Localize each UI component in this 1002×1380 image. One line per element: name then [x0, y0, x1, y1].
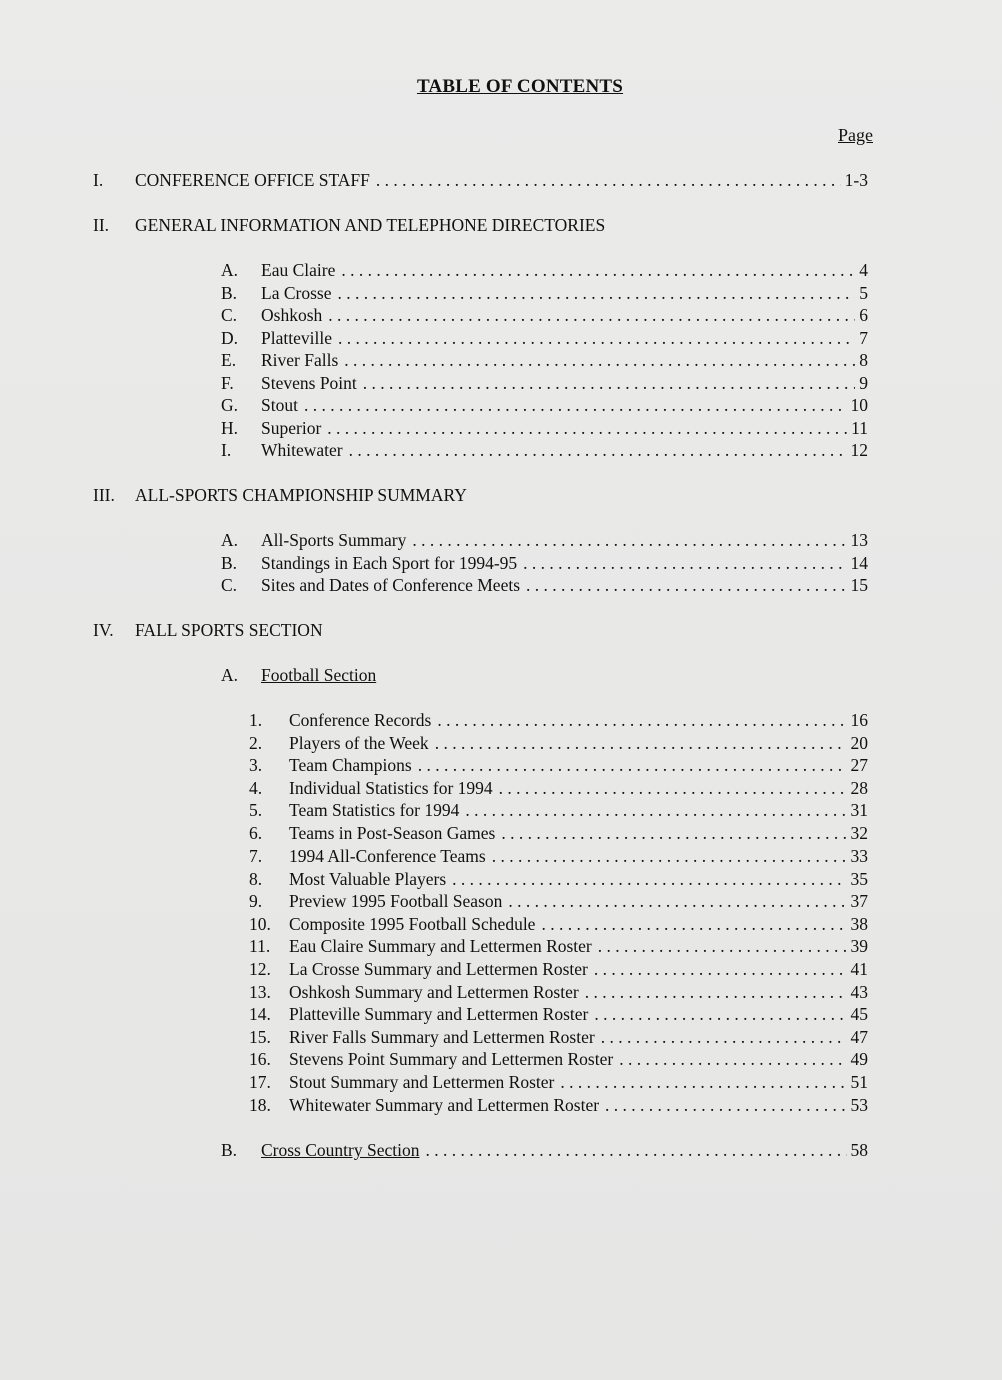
toc-section-entry[interactable] [93, 484, 868, 506]
toc-item[interactable] [249, 1048, 868, 1070]
entry-letter: A. [221, 665, 239, 685]
page-column-header: Page [838, 125, 873, 145]
toc-item[interactable] [249, 754, 868, 776]
page-number: 39 [850, 936, 868, 956]
toc-subentry[interactable] [221, 574, 868, 596]
toc-subentry[interactable] [221, 372, 868, 394]
leader-dots [594, 958, 847, 980]
item-number: 7. [249, 846, 263, 866]
leader-dots [452, 868, 846, 890]
item-label: Team Champions [289, 755, 412, 775]
leader-dots [585, 981, 847, 1003]
entry-label: Superior [261, 418, 322, 438]
page-number: 58 [850, 1140, 868, 1160]
leader-dots [304, 394, 847, 416]
section-number: I. [93, 170, 104, 190]
page-number: 6 [859, 305, 868, 325]
page-number: 31 [850, 800, 868, 820]
page-number: 7 [859, 328, 868, 348]
toc-section-entry[interactable] [93, 214, 868, 236]
item-label: La Crosse Summary and Lettermen Roster [289, 959, 588, 979]
entry-letter: H. [221, 418, 239, 438]
page-number: 4 [859, 260, 868, 280]
page-number: 35 [850, 869, 868, 889]
page-number: 28 [850, 778, 868, 798]
page-title: TABLE OF CONTENTS [416, 76, 624, 97]
toc-item[interactable] [249, 799, 868, 821]
page-number: 10 [850, 395, 868, 415]
toc-subsection-football[interactable] [221, 664, 868, 686]
toc-section-entry[interactable] [93, 619, 868, 641]
item-number: 14. [249, 1004, 271, 1024]
item-number: 5. [249, 800, 263, 820]
leader-dots [508, 890, 846, 912]
toc-subsection-cross-country[interactable] [221, 1139, 868, 1161]
item-label: River Falls Summary and Lettermen Roster [289, 1027, 595, 1047]
toc-item[interactable] [249, 1071, 868, 1093]
entry-label: Platteville [261, 328, 332, 348]
leader-dots [598, 935, 847, 957]
page-number: 32 [850, 823, 868, 843]
item-number: 17. [249, 1072, 271, 1092]
item-number: 2. [249, 733, 263, 753]
toc-item[interactable] [249, 709, 868, 731]
item-label: Players of the Week [289, 733, 429, 753]
toc-subentry[interactable] [221, 417, 868, 439]
entry-label: La Crosse [261, 283, 332, 303]
section-label: CONFERENCE OFFICE STAFF [135, 170, 370, 190]
entry-label: Cross Country Section [261, 1140, 420, 1160]
page-number: 41 [850, 959, 868, 979]
item-number: 1. [249, 710, 263, 730]
item-number: 8. [249, 869, 263, 889]
leader-dots [363, 372, 855, 394]
page-number: 43 [850, 982, 868, 1002]
item-label: Stout Summary and Lettermen Roster [289, 1072, 555, 1092]
entry-letter: I. [221, 440, 232, 460]
page-number: 20 [850, 733, 868, 753]
entry-letter: B. [221, 553, 238, 573]
page-number: 5 [859, 283, 868, 303]
entry-letter: B. [221, 1140, 238, 1160]
leader-dots [605, 1094, 846, 1116]
page-number: 53 [850, 1095, 868, 1115]
toc-item[interactable] [249, 913, 868, 935]
page-number: 47 [850, 1027, 868, 1047]
leader-dots [418, 754, 847, 776]
page-number: 16 [850, 710, 868, 730]
toc-item[interactable] [249, 822, 868, 844]
item-label: Team Statistics for 1994 [289, 800, 460, 820]
page-number: 37 [850, 891, 868, 911]
page-number: 45 [850, 1004, 868, 1024]
leader-dots [337, 282, 855, 304]
page-number: 27 [850, 755, 868, 775]
entry-letter: F. [221, 373, 234, 393]
leader-dots [425, 1139, 846, 1161]
leader-dots [560, 1071, 846, 1093]
entry-label: Football Section [261, 665, 377, 685]
item-number: 16. [249, 1049, 271, 1069]
item-number: 13. [249, 982, 271, 1002]
entry-label: Sites and Dates of Conference Meets [261, 575, 521, 595]
page-number: 49 [850, 1049, 868, 1069]
section-label: GENERAL INFORMATION AND TELEPHONE DIRECTORIES [135, 215, 606, 235]
leader-dots [341, 259, 855, 281]
toc-item[interactable] [249, 777, 868, 799]
section-label: FALL SPORTS SECTION [135, 620, 323, 640]
page-number: 12 [850, 440, 868, 460]
toc-subentry[interactable] [221, 282, 868, 304]
item-number: 3. [249, 755, 263, 775]
page-number: 8 [859, 350, 868, 370]
entry-letter: B. [221, 283, 238, 303]
page-number: 13 [850, 530, 868, 550]
item-number: 12. [249, 959, 271, 979]
toc-section-entry[interactable] [93, 169, 868, 191]
leader-dots [349, 439, 847, 461]
leader-dots [328, 304, 855, 326]
leader-dots [526, 574, 846, 596]
entry-label: Stevens Point [261, 373, 357, 393]
item-number: 9. [249, 891, 263, 911]
page-number: 9 [859, 373, 868, 393]
page-number: 11 [851, 418, 868, 438]
toc-subentry[interactable] [221, 552, 868, 574]
leader-dots [437, 709, 846, 731]
entry-label: All-Sports Summary [261, 530, 407, 550]
entry-letter: D. [221, 328, 239, 348]
entry-letter: C. [221, 575, 238, 595]
leader-dots [619, 1048, 846, 1070]
section-number: III. [93, 485, 115, 505]
toc-subentry[interactable] [221, 259, 868, 281]
item-label: Stevens Point Summary and Lettermen Roster [289, 1049, 614, 1069]
section-number: IV. [93, 620, 114, 640]
toc-subentry[interactable] [221, 394, 868, 416]
leader-dots [435, 732, 847, 754]
entry-label: River Falls [261, 350, 339, 370]
leader-dots [492, 845, 847, 867]
item-label: 1994 All-Conference Teams [289, 846, 486, 866]
item-number: 10. [249, 914, 271, 934]
page-number: 14 [850, 553, 868, 573]
toc-item[interactable] [249, 732, 868, 754]
entry-letter: G. [221, 395, 239, 415]
leader-dots [465, 799, 846, 821]
leader-dots [499, 777, 847, 799]
leader-dots [523, 552, 846, 574]
leader-dots [601, 1026, 847, 1048]
toc-item[interactable] [249, 958, 868, 980]
leader-dots [338, 327, 855, 349]
entry-letter: E. [221, 350, 237, 370]
entry-letter: A. [221, 530, 239, 550]
item-label: Eau Claire Summary and Lettermen Roster [289, 936, 592, 956]
item-number: 18. [249, 1095, 271, 1115]
item-number: 4. [249, 778, 263, 798]
toc-subentry[interactable] [221, 304, 868, 326]
entry-letter: A. [221, 260, 239, 280]
entry-label: Eau Claire [261, 260, 336, 280]
page-number: 51 [850, 1072, 868, 1092]
item-label: Conference Records [289, 710, 432, 730]
leader-dots [541, 913, 846, 935]
item-label: Platteville Summary and Lettermen Roster [289, 1004, 589, 1024]
leader-dots [594, 1003, 846, 1025]
entry-label: Whitewater [261, 440, 343, 460]
item-number: 11. [249, 936, 271, 956]
section-number: II. [93, 215, 110, 235]
leader-dots [327, 417, 847, 439]
entry-label: Oshkosh [261, 305, 323, 325]
item-label: Whitewater Summary and Lettermen Roster [289, 1095, 600, 1115]
section-label: ALL-SPORTS CHAMPIONSHIP SUMMARY [135, 485, 467, 505]
page-number: 15 [850, 575, 868, 595]
toc-item[interactable] [249, 868, 868, 890]
item-label: Individual Statistics for 1994 [289, 778, 493, 798]
toc-item[interactable] [249, 981, 868, 1003]
toc-subentry[interactable] [221, 349, 868, 371]
entry-label: Stout [261, 395, 298, 415]
page-number: 33 [850, 846, 868, 866]
leader-dots [412, 529, 846, 551]
entry-label: Standings in Each Sport for 1994-95 [261, 553, 518, 573]
toc-item[interactable] [249, 845, 868, 867]
entry-letter: C. [221, 305, 238, 325]
item-number: 15. [249, 1027, 271, 1047]
toc-subentry[interactable] [221, 439, 868, 461]
page-number: 38 [850, 914, 868, 934]
toc-item[interactable] [249, 935, 868, 957]
item-label: Preview 1995 Football Season [289, 891, 503, 911]
leader-dots [344, 349, 855, 371]
item-label: Most Valuable Players [289, 869, 447, 889]
toc-subentry[interactable] [221, 327, 868, 349]
leader-dots [376, 169, 841, 191]
item-label: Composite 1995 Football Schedule [289, 914, 536, 934]
item-label: Oshkosh Summary and Lettermen Roster [289, 982, 579, 1002]
page-number: 1-3 [844, 170, 868, 190]
toc-item[interactable] [249, 1026, 868, 1048]
item-label: Teams in Post-Season Games [289, 823, 496, 843]
toc-item[interactable] [249, 1094, 868, 1116]
toc-item[interactable] [249, 890, 868, 912]
item-number: 6. [249, 823, 263, 843]
toc-item[interactable] [249, 1003, 868, 1025]
leader-dots [501, 822, 846, 844]
toc-subentry[interactable] [221, 529, 868, 551]
